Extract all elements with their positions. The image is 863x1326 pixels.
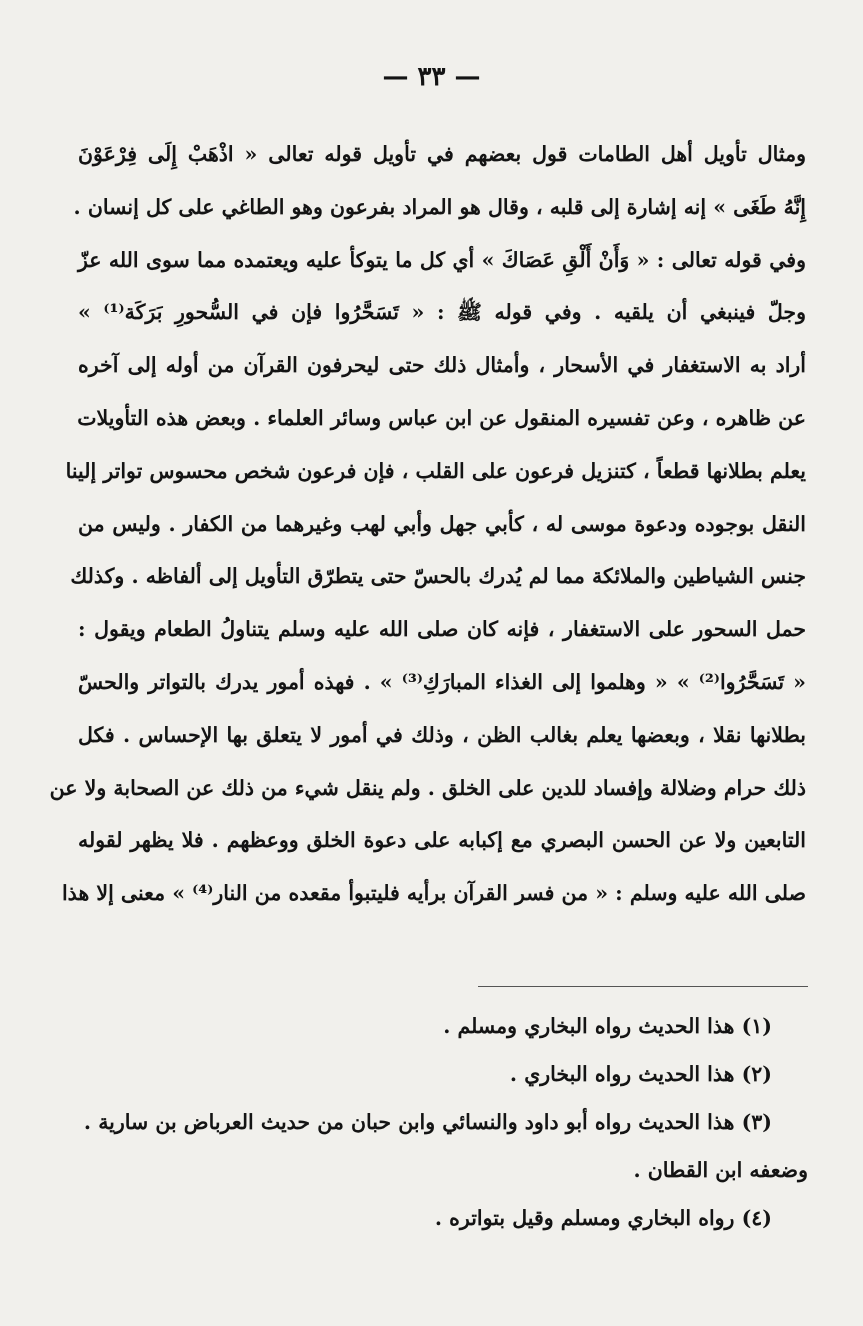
footnote-3: (٣) هذا الحديث رواه أبو داود والنسائي وابن حبان من حديث العرباض بن سارية .: [83, 1110, 772, 1134]
footnotes: [78, 1002, 808, 1242]
text-line: التابعين ولا عن الحسن البصري مع إكبابه على دعوة الخلق ووعظهم . فلا يظهر لقوله: [78, 828, 806, 853]
text-line: ذلك حرام وضلالة وإفساد للدين على الخلق . ولم ينقل شيء من ذلك عن الصحابة ولا عن: [49, 775, 806, 800]
text-line: « تَسَحَّرُوا⁽²⁾ » « وهلموا إلى الغذاء المبارَكِ⁽³⁾ » . فهذه أمور يدرك بالتواتر والحسّ: [78, 669, 806, 694]
footnote-4: (٤) رواه البخاري ومسلم وقيل بتواتره .: [434, 1206, 772, 1230]
footnote-3-continued: وضعفه ابن القطان .: [633, 1158, 808, 1182]
text-line: وجلّ فينبغي أن يلقيه . وفي قوله ﷺ : « تَسَحَّرُوا فإن في السُّحورِ بَرَكَة⁽¹⁾ »: [78, 300, 807, 325]
text-line: بطلانها نقلا ، وبعضها يعلم بغالب الظن ، وذلك في أمور لا يتعلق بها الإحساس . فكل: [78, 722, 806, 747]
footnote-2: (٢) هذا الحديث رواه البخاري .: [509, 1062, 772, 1086]
body-text: [49, 128, 807, 920]
text-line: إِنَّهُ طَغَى » إنه إشارة إلى قلبه ، وقال هو المراد بفرعون وهو الطاغي على كل إنسان .: [73, 194, 806, 219]
text-line: عن ظاهره ، وعن تفسيره المنقول عن ابن عباس وسائر العلماء . وبعض هذه التأويلات: [77, 405, 806, 430]
footnote-separator: [478, 986, 808, 987]
text-line: ومثال تأويل أهل الطامات قول بعضهم في تأويل قوله تعالى « اذْهَبْ إِلَى فِرْعَوْنَ: [78, 142, 806, 166]
text-line: أراد به الاستغفار في الأسحار ، وأمثال ذلك حتى ليحرفون القرآن من أوله إلى آخره: [78, 353, 806, 378]
footnote-1: (١) هذا الحديث رواه البخاري ومسلم .: [443, 1014, 772, 1038]
text-line: حمل السحور على الاستغفار ، فإنه كان صلى الله عليه وسلم يتناولُ الطعام ويقول :: [78, 617, 806, 642]
text-line: جنس الشياطين والملائكة مما لم يُدرك بالحسّ حتى يتطرّق التأويل إلى ألفاظه . وكذلك: [70, 564, 806, 589]
text-line: النقل بوجوده ودعوة موسى له ، كأبي جهل وأبي لهب وغيرهما من الكفار . وليس من: [78, 511, 806, 536]
page-number: — ٣٣ —: [382, 62, 481, 92]
text-line: يعلم بطلانها قطعاً ، كتنزيل فرعون على القلب ، فإن فرعون شخص محسوس تواتر إلينا: [65, 458, 806, 483]
text-line: وفي قوله تعالى : « وَأَنْ أَلْقِ عَصَاكَ » أي كل ما يتوكأ عليه ويعتمده مما سوى الله عزّ: [78, 247, 806, 272]
text-line: صلى الله عليه وسلم : « من فسر القرآن برأيه فليتبوأ مقعده من النار⁽⁴⁾ » معنى إلا هذا: [61, 881, 806, 906]
